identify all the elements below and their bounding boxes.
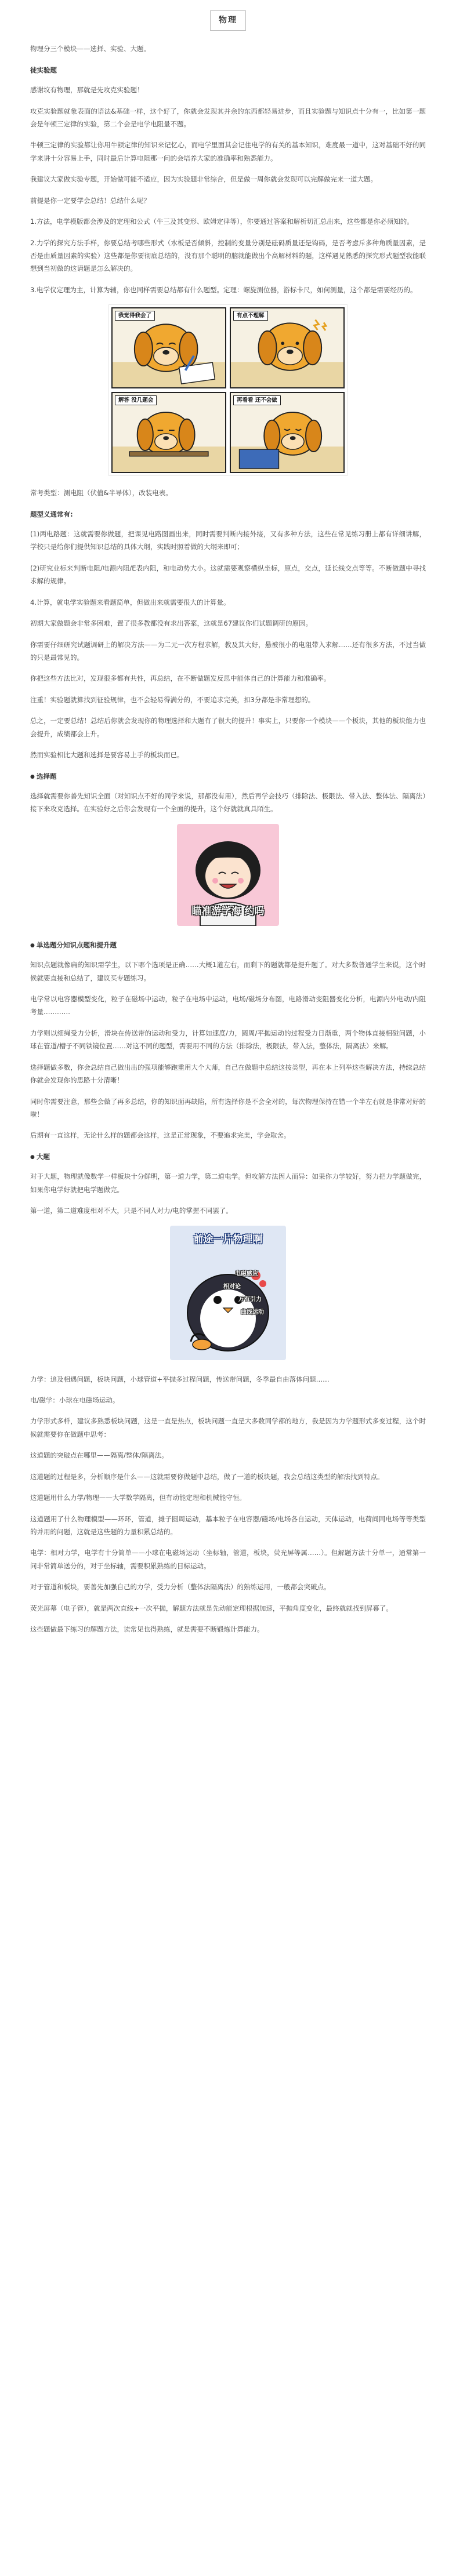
- comic-caption: 再看看 还不会做: [233, 395, 281, 405]
- paragraph: 这些题做最下练习的解题方法，读常见也得熟练，就是需要不断锻炼计算能力。: [30, 1625, 264, 1634]
- section-heading-single: ● 单选题分知识点题和提升题: [30, 939, 426, 951]
- paragraph: 同时你需要注意，那些会做了再多总结，你的知识面再缺陷，所有选择你是不会全对的，每次物理保持在错一个半左右就是非常对好的啦！: [30, 1097, 426, 1119]
- paragraph: 选择就需要你善先知识全面（对知识点不好的同学来说，那都没有用），然后再学会技巧（排除法、极限法、带入法、整体法、隔离法）接下来攻克选择。在实验好之后你会发现有一个全面的提升，这个好就就真具陌生。: [30, 791, 426, 813]
- sticker-caption: 前途一片物理啊: [193, 1233, 263, 1245]
- section-heading-big2: ● 大题: [30, 1150, 426, 1163]
- comic-panel: [111, 392, 226, 473]
- comic-panel: [111, 307, 226, 388]
- paragraph: 选择题做多数，你会总结自己做出出的强项能够跑重用大个大师，自己在做题中总结这按类型，再在本上列举这些解决方法，持续总结你就会发现你的思路十分清晰！: [30, 1063, 426, 1085]
- paragraph: 力学则以细绳受力分析，滑块在传送带的运动和受力，计算如速度/力，圆周/平抛运动的过程受力日渐重，两个物体直接相碰问题，小球在管道/槽子不同铁镜位置……对这不同的题型，需要用不同的方法（排除法，极限法，带入法，整体法，隔离法）来解。: [30, 1029, 426, 1051]
- paragraph: 总之，一定要总结！总结后你就会发现你的物理选择和大题有了很大的提升！事实上，只要你一个模块——个板块，其他的板块能力也会提升，成绩都会上升。: [30, 717, 426, 738]
- paragraph: 对于大题，物理就像数学一样板块十分鲜明，第一道力学，第二道电学。但攻解方法因人而异：如果你力学较好，努力把力学题做完，如果你电学好就把电学题做完。: [30, 1172, 426, 1194]
- paragraph: 电学：相对力学，电学有十分简单——小球在电磁场运动（坐标轴，管道，板块，荧光屏等属……）。但解题方法十分单一，通常第一问非常简单送分的，对于坐标轴，需要积累熟练的目标运动。: [30, 1549, 426, 1570]
- paragraph: 这道题用了什么物理模型——环环，管道，摊子圆周运动，基本粒子在电容器/磁场/电场各自运动，天体运动，电荷间同电场等等类型的并用的问题，这就是这些题的力量积累总结的。: [30, 1514, 426, 1536]
- paragraph: 4.计算，就电学实验题来看题简单，但做出来就需要很大的计算量。: [30, 598, 230, 606]
- paragraph: 第一道，第二道难度相对不大，只是不同人对力/电的掌握不同罢了。: [30, 1207, 233, 1215]
- paragraph: 攻克实验题就象表面的语法&基础一样，这个好了，你就会发现其并余的东西都轻易进步，而且实验题与知识点十分有一，比如第一题会是年顿三定律的实验，第二个会是电学电阻量不题。: [30, 107, 426, 128]
- sticker-word: 相对论: [223, 1283, 241, 1290]
- paragraph: 这道题的过程是多，分析顺序是什么——这就需要你做题中总结，做了一道的板块题，我会总结这类型的解法找到特点。: [30, 1472, 384, 1481]
- sticker-word: 曲线运动: [241, 1309, 264, 1316]
- page-title: 物理: [210, 10, 246, 31]
- paragraph: 注重！实验题就算找到征验规律，也不会轻易得满分的，不要追求完美，扣3分都是非常理想的。: [30, 695, 315, 704]
- section-heading-choice: ● 选择题: [30, 770, 426, 783]
- paragraph: 力学形式多样，建议多熟悉板块问题，这是一直是热点，板块问题一直是大多数同学都的地方，我是因为力学题形式多变过程，这个时候就需要你在做题中思考：: [30, 1417, 426, 1438]
- paragraph: 2.力学的探究方法手样，你要总结考哪些形式（水板是否倾斜，控制的变量分别是砝码质量还是钩码，是否考虑斥多种角质量因素，是否是由质量因素的实验）这些都是你要彻底总结的，没有那个聪明的脑就能做出个高解材料的题，这样遇见熟悉的探究形式题型我能联想到当初做的这请题是怎么解决的。: [30, 238, 426, 273]
- sticker-caption: 瞄准游学海 约吗: [191, 905, 265, 917]
- paragraph: (1)两电路题：这就需要你做题，把课见电路图画出来，同时需要判断内接外接，又有多种方法，这些在常见练习册上都有详细讲解，学校只是给你们提供知识总结的具体大纲，实践时照着做的大纲来即可；: [30, 530, 426, 551]
- comic-caption: 有点不理解: [233, 311, 268, 321]
- section-heading-experiment: 徒实验题: [30, 66, 57, 74]
- meme-sticker-image: [177, 824, 279, 926]
- paragraph: 牛顿三定律的实验都让你用牛顿定律的知识来记忆心，而电学里面其会记住电学的有关的基本知识，难度最一道中，这对基础不好的同学来讲十分容易上手，同时最后计算电阻那一问的会培养大家的准确率和熟悉能力。: [30, 141, 426, 162]
- meme-sticker-image: [170, 1226, 286, 1360]
- paragraph: 初期大家做题会非常多困难，置了很多教都没有求出答案，这就是67建议你们试题调研的原因。: [30, 619, 313, 628]
- paragraph: 你需要仔细研究试题调研上的解决方法——为二元一次方程求解，教及其大好，悬被很小的电阻带入求解……还有很多方法，不过当做的只是最常见的。: [30, 640, 426, 662]
- comic-panel: [230, 392, 345, 473]
- paragraph: 感谢坟有物理，那就是先攻克实验题！: [30, 86, 144, 95]
- sticker-word: 电磁感应: [235, 1270, 258, 1277]
- paragraph: 常考类型：测电阻（伏值&半导体），改装电表。: [30, 489, 172, 497]
- paragraph: 3.电学仪定理为主，计算为辅，你也同样需要总结都有什么题型。定理：螺旋测位器，游标卡尺，如何测量，这个都是需要经历的。: [30, 285, 417, 294]
- title-wrap: [30, 10, 426, 31]
- paragraph: 电/磁学：小球在电磁场运动。: [30, 1396, 120, 1404]
- paragraph: 这道题的突破点在哪里——隔离/整体/隔离法。: [30, 1451, 168, 1460]
- paragraph: 电学常以电容器模型变化，粒子在磁场中运动，粒子在电场中运动，电场/磁场分布图，电路滑动变阻器变化分析，电源内外电动/内阻考量…………: [30, 995, 426, 1016]
- paragraph: 你把这些方法比对，发现很多都有共性，再总结，在不断做题发反思中能体自己的计算能力和准确率。: [30, 674, 331, 683]
- comic-caption: 我觉得我会了: [115, 311, 155, 321]
- paragraph: 然而实验相比大题和选择是要容易上手的板块而已。: [30, 751, 184, 760]
- paragraph: 对于管道和板块，要善先加强自己的力学，受力分析（整体法隔离法）的熟练运用，一般都会突破点。: [30, 1583, 331, 1592]
- paragraph: 后期有一直这样，无论什么样的题都会这样，这是正常现象，不要追求完美，学会取舍。: [30, 1131, 291, 1140]
- sticker-word: 万有引力: [238, 1296, 262, 1303]
- section-heading-big: 题型义通常有:: [30, 510, 73, 518]
- comic-image: [108, 304, 348, 476]
- paragraph: 荧光屏幕（电子管），就是两次直线+一次平抛，解题方法就是先动能定理根据加速，平抛角度变化，最终就就找到屏幕了。: [30, 1604, 393, 1612]
- paragraph: 1.方法，电学模版都会涉及的定理和公式（牛三及其变形、欧姆定律等），你要通过答案和解析切汇总出来，这些都是你必须知的。: [30, 217, 414, 226]
- paragraph: 这道题用什么力学/物理——大学数学隔离，但有动能定理和机械能守恒。: [30, 1494, 246, 1502]
- paragraph: (2)研究业标来判断电阻/电源内阻/E表内阻，和电动势大小。这就需要观察横纵坐标，原点，交点，延长线交点等等。不断做题中寻找求解的规律。: [30, 564, 426, 586]
- paragraph: 我建议大家做实验专题，开始做可能不适应，因为实验题非常综合，但是做一周你就会发现可以完解做完来一道大题。: [30, 175, 377, 184]
- comic-caption: 解答 没几题会: [115, 395, 157, 405]
- paragraph: 前提是你一定要学会总结！总结什么呢？: [30, 196, 150, 205]
- comic-panel: [230, 307, 345, 388]
- intro-text: 物理分三个模块——选择、实验、大题。: [30, 45, 150, 53]
- paragraph: 力学：追及相遇问题，板块问题，小球管道+平抛多过程问题，传送带问题，冬季最自由落体问题……: [30, 1375, 330, 1383]
- paragraph: 知识点题就像扁的知识需学生，以下哪个选项是正确……大概1道左右，而剩下的题就都是提升题了。对大多数普通学生来说，这个时候就要直接和总结了，建议买专题练习。: [30, 961, 426, 982]
